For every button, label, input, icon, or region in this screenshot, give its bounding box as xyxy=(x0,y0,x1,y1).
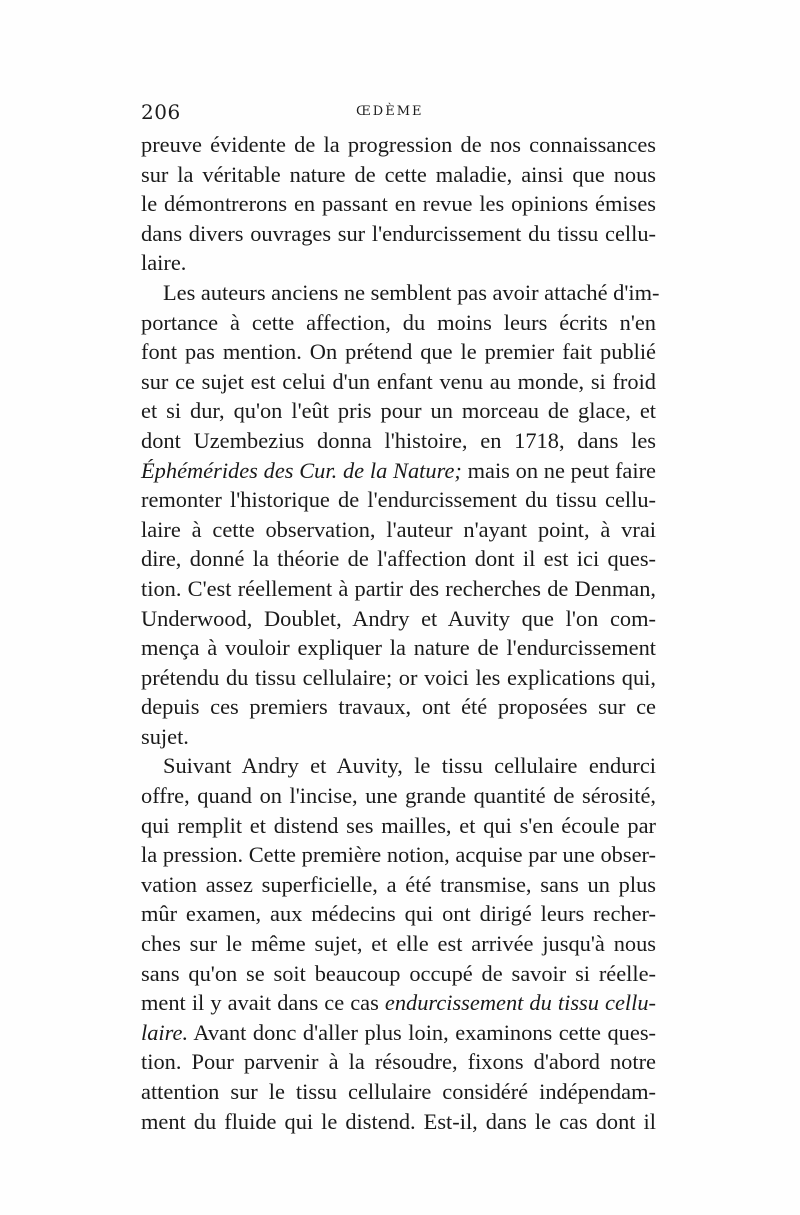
page-header xyxy=(141,100,661,130)
text-line xyxy=(141,278,660,308)
text-line xyxy=(141,929,656,959)
text-line xyxy=(141,367,656,397)
italic-text: Éphémérides des Cur. de la Nature; xyxy=(141,457,462,483)
body-text xyxy=(141,130,660,1136)
text-line xyxy=(141,722,656,752)
text-line xyxy=(141,692,656,722)
text-line xyxy=(141,130,656,160)
text-line xyxy=(141,1107,656,1137)
line-text: Avant donc d'aller plus loin, examinons cette ques- xyxy=(188,1019,656,1045)
text-line xyxy=(141,1047,656,1077)
line-text: la pression. Cette première notion, acquise par une obser- xyxy=(141,842,656,868)
line-text: le démontrerons en passant en revue les opinions émises xyxy=(141,191,656,217)
line-text: offre, quand on l'incise, une grande quantité de sérosité, xyxy=(141,783,656,809)
text-line xyxy=(141,426,656,456)
text-line xyxy=(141,219,656,249)
italic-text: endurcissement du tissu cellu- xyxy=(384,990,656,1016)
line-text: prétendu du tissu cellulaire; or voici les explications qui, xyxy=(141,664,656,690)
line-text: laire à cette observation, l'auteur n'ayant point, à vrai xyxy=(141,516,656,542)
text-line xyxy=(141,308,656,338)
line-text: depuis ces premiers travaux, ont été proposées sur ce xyxy=(141,694,656,720)
line-text: remonter l'historique de l'endurcissement du tissu cellu- xyxy=(141,487,656,513)
line-text: et si dur, qu'on l'eût pris pour un morceau de glace, et xyxy=(141,398,656,424)
line-text: mença à vouloir expliquer la nature de l'endurcissement xyxy=(141,635,656,661)
line-text: tion. C'est réellement à partir des recherches de Denman, xyxy=(141,575,656,601)
line-text: ment il y avait dans ce cas xyxy=(141,990,385,1016)
line-text: vation assez superficielle, a été transmise, sans un plus xyxy=(141,871,656,897)
line-text: sans qu'on se soit beaucoup occupé de savoir si réelle- xyxy=(141,960,656,986)
text-line xyxy=(141,899,656,929)
line-text: dire, donné la théorie de l'affection dont il est ici ques- xyxy=(141,546,656,572)
text-line xyxy=(141,574,656,604)
text-line xyxy=(141,515,656,545)
text-line xyxy=(141,870,656,900)
line-text: Suivant Andry et Auvity, le tissu cellulaire endurci xyxy=(163,753,656,779)
text-line xyxy=(141,633,656,663)
text-line xyxy=(141,663,656,693)
text-line xyxy=(141,544,656,574)
line-text: dont Uzembezius donna l'histoire, en 1718, dans les xyxy=(141,427,656,453)
text-line xyxy=(141,781,656,811)
line-text: sur la véritable nature de cette maladie, ainsi que nous xyxy=(141,161,656,187)
line-text: sur ce sujet est celui d'un enfant venu au monde, si froid xyxy=(141,368,656,394)
line-text: portance à cette affection, du moins leurs écrits n'en xyxy=(141,309,656,335)
page-number: 206 xyxy=(141,100,181,124)
text-line xyxy=(141,396,656,426)
text-line xyxy=(141,1077,656,1107)
line-text: font pas mention. On prétend que le premier fait publié xyxy=(141,339,656,365)
text-line xyxy=(141,751,656,781)
text-line xyxy=(141,456,656,486)
line-text: mûr examen, aux médecins qui ont dirigé leurs recher- xyxy=(141,901,656,927)
text-line xyxy=(141,1018,656,1048)
line-text: attention sur le tissu cellulaire considéré indépendam- xyxy=(141,1079,656,1104)
line-text: laire. xyxy=(141,250,187,276)
line-text: qui remplit et distend ses mailles, et qui s'en écoule par xyxy=(141,812,656,838)
text-line xyxy=(141,485,656,515)
text-line xyxy=(141,811,656,841)
line-text: Underwood, Doublet, Andry et Auvity que l'on com- xyxy=(141,605,656,631)
text-line xyxy=(141,248,656,278)
line-text: mais on ne peut faire xyxy=(461,457,656,483)
line-text: ches sur le même sujet, et elle est arrivée jusqu'à nous xyxy=(141,931,656,957)
line-text: ment du fluide qui le distend. Est-il, dans le cas dont il xyxy=(141,1108,656,1134)
italic-text: laire. xyxy=(141,1019,189,1045)
line-text: tion. Pour parvenir à la résoudre, fixons d'abord notre xyxy=(141,1049,656,1075)
text-line xyxy=(141,160,656,190)
text-line xyxy=(141,988,656,1018)
line-text: sujet. xyxy=(141,723,189,749)
text-line xyxy=(141,189,656,219)
line-text: Les auteurs anciens ne semblent pas avoir attaché d'im- xyxy=(163,279,660,305)
text-line xyxy=(141,840,656,870)
line-text: dans divers ouvrages sur l'endurcissement du tissu cellu- xyxy=(141,220,656,246)
text-line xyxy=(141,337,656,367)
running-head: ŒDÈME xyxy=(356,104,424,119)
text-line xyxy=(141,604,656,634)
text-line xyxy=(141,959,656,989)
line-text: preuve évidente de la progression de nos connaissances xyxy=(141,132,656,157)
